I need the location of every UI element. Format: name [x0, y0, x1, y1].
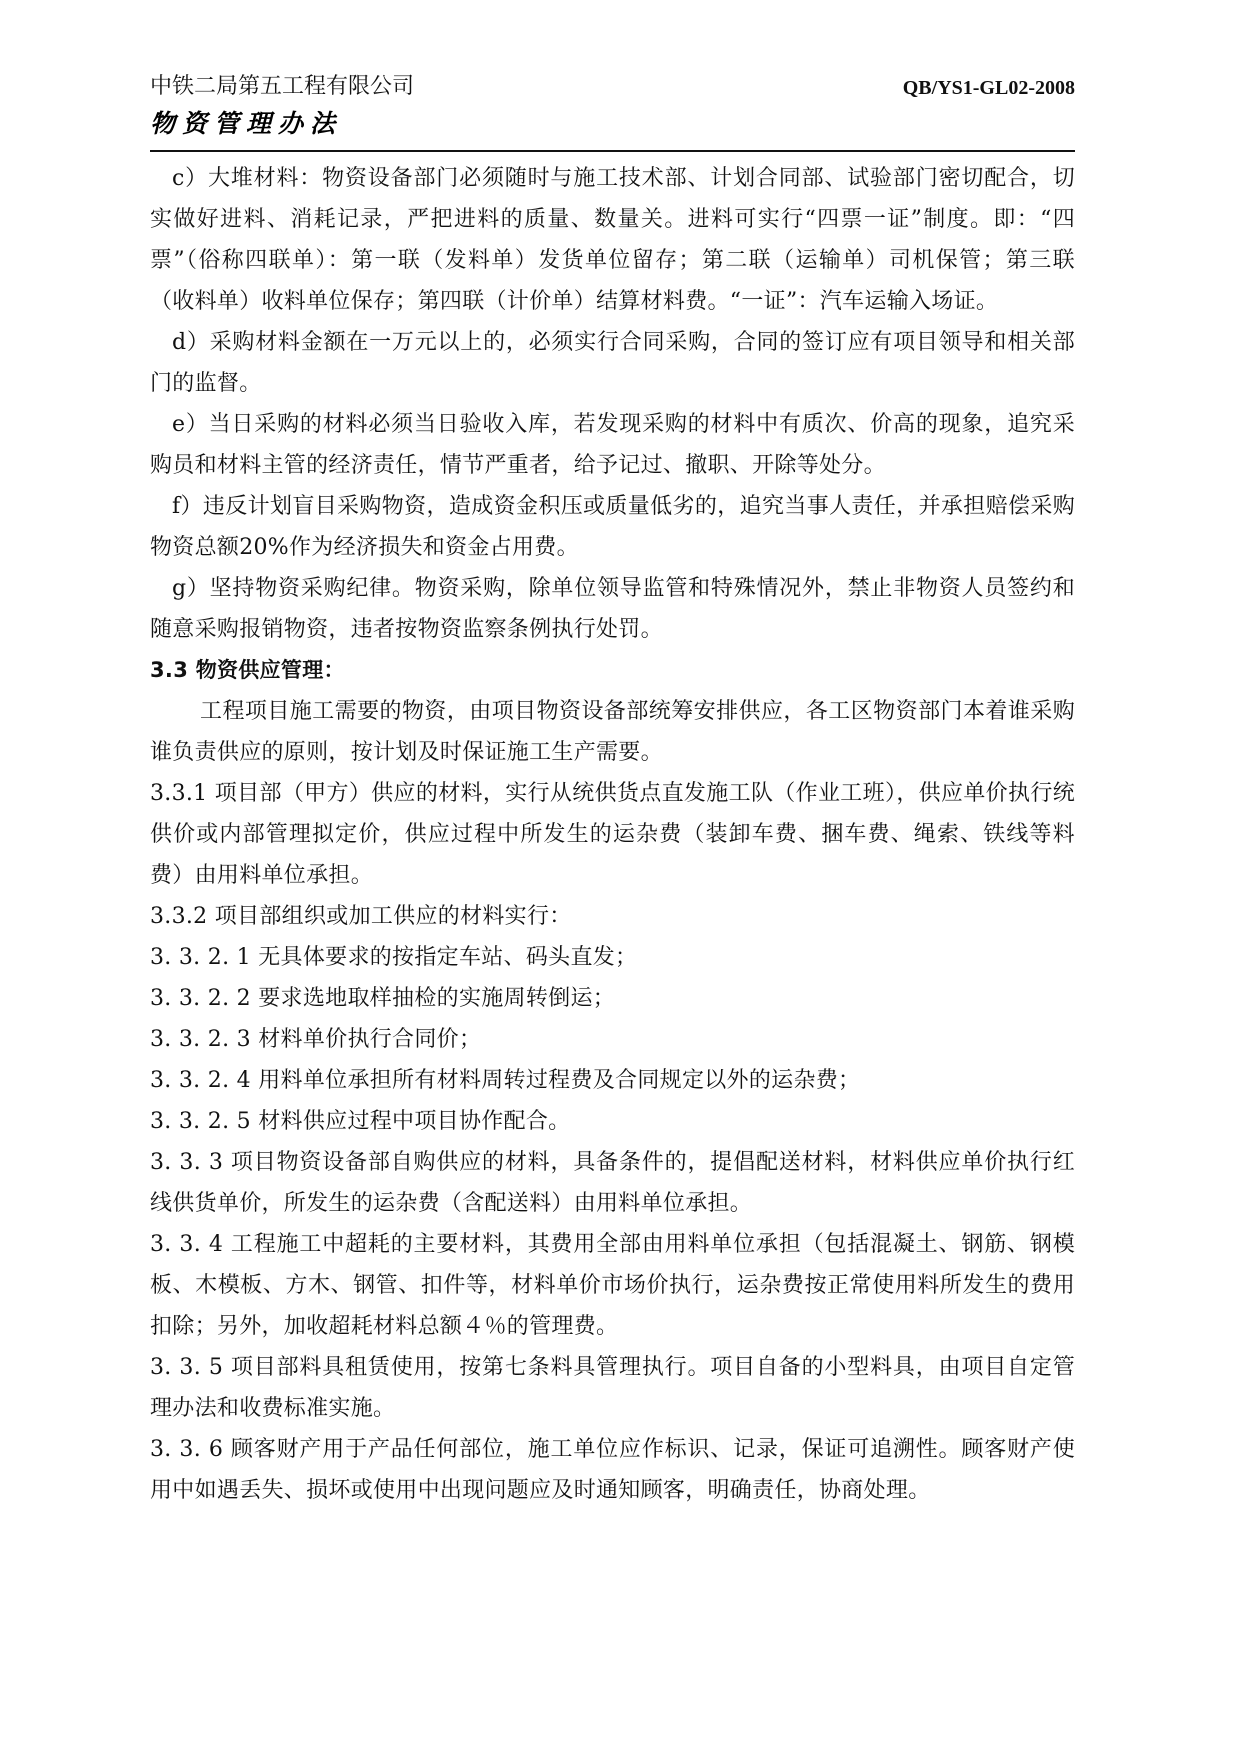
- clause-3-3-6: 3. 3. 6 顾客财产用于产品任何部位，施工单位应作标识、记录，保证可追溯性。顾客财产使用中如遇丢失、损坏或使用中出现问题应及时通知顾客，明确责任，协商处理。: [150, 1437, 1075, 1503]
- section-heading-3-3: 3.3 物资供应管理：: [150, 658, 345, 682]
- paragraph-c-bulk-materials: c）大堆材料：物资设备部门必须随时与施工技术部、计划合同部、试验部门密切配合，切实做好进料、消耗记录，严把进料的质量、数量关。进料可实行“四票一证”制度。即：“四票”（俗称四联单）：第一联（发料单）发货单位留存；第二联（运输单）司机保管；第三联（收料单）收料单位保存；第四联（计价单）结算材料费。“一证”：汽车运输入场证。: [150, 166, 1075, 314]
- paragraph-f-blind-purchase: f）违反计划盲目采购物资，造成资金积压或质量低劣的，追究当事人责任，并承担赔偿采购物资总额20%作为经济损失和资金占用费。: [150, 494, 1075, 560]
- clause-3-3-2-1: 3. 3. 2. 1 无具体要求的按指定车站、码头直发；: [150, 945, 638, 970]
- header-divider: [150, 150, 1075, 152]
- document-code: QB/YS1-GL02-2008: [902, 77, 1075, 99]
- paragraph-d-contract-purchase: d）采购材料金额在一万元以上的，必须实行合同采购，合同的签订应有项目领导和相关部门的监督。: [150, 330, 1075, 396]
- clause-3-3-2-3: 3. 3. 2. 3 材料单价执行合同价；: [150, 1027, 482, 1052]
- clause-3-3-2-5: 3. 3. 2. 5 材料供应过程中项目协作配合。: [150, 1109, 571, 1134]
- clause-3-3-5: 3. 3. 5 项目部料具租赁使用，按第七条料具管理执行。项目自备的小型料具，由项目自定管理办法和收费标准实施。: [150, 1355, 1075, 1421]
- clause-3-3-2: 3.3.2 项目部组织或加工供应的材料实行：: [150, 904, 572, 929]
- page-header: [150, 70, 1075, 152]
- clause-3-3-3: 3. 3. 3 项目物资设备部自购供应的材料，具备条件的，提倡配送材料，材料供应单价执行红线供货单价，所发生的运杂费（含配送料）由用料单位承担。: [150, 1150, 1075, 1216]
- paragraph-g-purchase-discipline: g）坚持物资采购纪律。物资采购，除单位领导监管和特殊情况外，禁止非物资人员签约和随意采购报销物资，违者按物资监察条例执行处罚。: [150, 576, 1075, 642]
- paragraph-supply-intro: 工程项目施工需要的物资，由项目物资设备部统筹安排供应，各工区物资部门本着谁采购谁负责供应的原则，按计划及时保证施工生产需要。: [150, 699, 1075, 765]
- clause-3-3-2-2: 3. 3. 2. 2 要求选地取样抽检的实施周转倒运；: [150, 986, 616, 1011]
- clause-3-3-4: 3. 3. 4 工程施工中超耗的主要材料，其费用全部由用料单位承担（包括混凝土、钢筋、钢模板、木模板、方木、钢管、扣件等，材料单价市场价执行，运杂费按正常使用料所发生的费用扣除；另外，加收超耗材料总额４％的管理费。: [150, 1232, 1075, 1339]
- document-title: 物资管理办法: [150, 109, 343, 138]
- company-name: 中铁二局第五工程有限公司: [150, 74, 415, 99]
- clause-3-3-1: 3.3.1 项目部（甲方）供应的材料，实行从统供货点直发施工队（作业工班），供应单价执行统供价或内部管理拟定价，供应过程中所发生的运杂费（装卸车费、捆车费、绳索、铁线等料费）由用料单位承担。: [150, 781, 1075, 888]
- clause-3-3-2-4: 3. 3. 2. 4 用料单位承担所有材料周转过程费及合同规定以外的运杂费；: [150, 1068, 861, 1093]
- paragraph-e-same-day-acceptance: e）当日采购的材料必须当日验收入库，若发现采购的材料中有质次、价高的现象，追究采购员和材料主管的经济责任，情节严重者，给予记过、撤职、开除等处分。: [150, 412, 1075, 478]
- document-body: [150, 158, 1075, 1511]
